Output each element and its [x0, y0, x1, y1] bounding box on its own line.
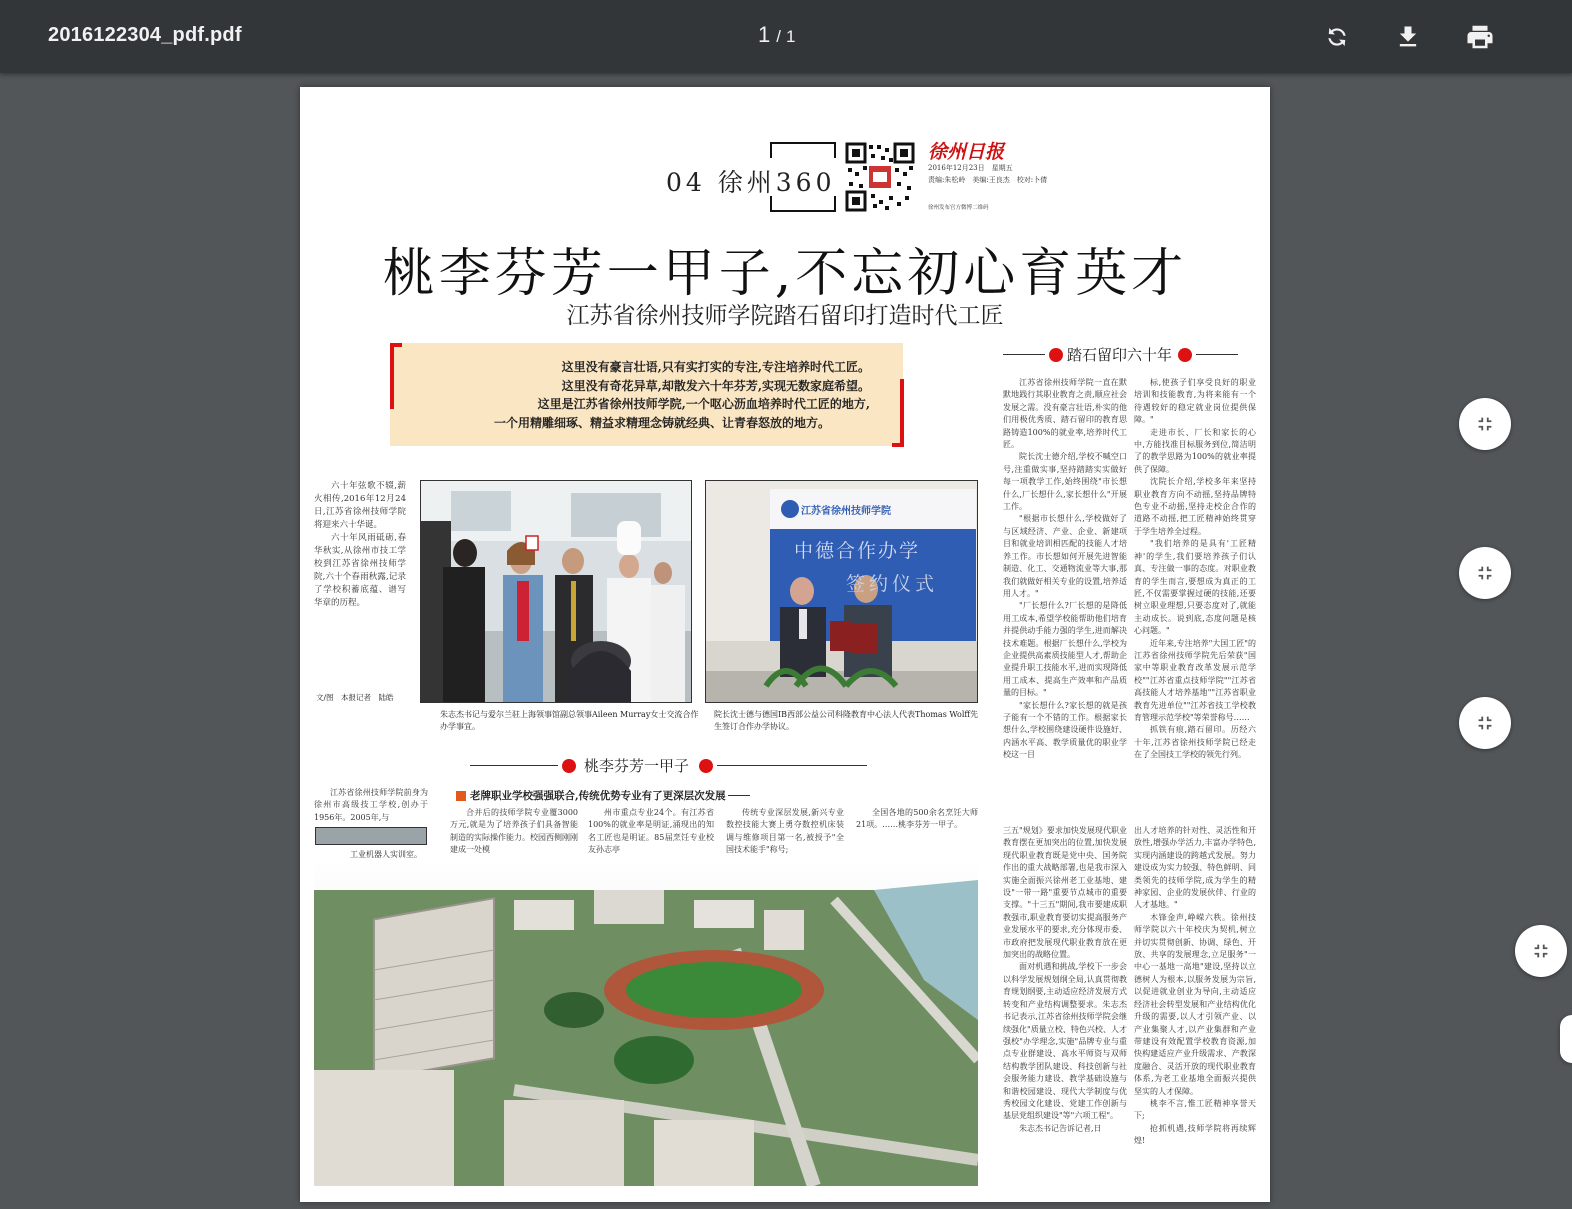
headline: 桃李芬芳一甲子,不忘初心育英才 — [382, 244, 1188, 304]
article-paragraph: "家长想什么?家长想的就是孩子能有一个不错的工作。根据家长想什么,学校围绕建设硬件设施好、内涵水平高、教学质量优的职业学校这一目 — [1003, 700, 1127, 760]
section-dot — [562, 759, 576, 773]
mid-left-text — [314, 787, 428, 827]
article-paragraph: 全国各地的500余名烹饪大师21项。……桃李芬芳一甲子。 — [856, 808, 978, 830]
collapse-icon — [1530, 940, 1552, 962]
article-paragraph: 出人才培养的针对性、灵活性和开放性,增强办学活力,丰富办学特色,实现内涵建设的跨越式发展。努力建设成为实力较强、特色鲜明、同类领先的技师学院,成为学生的精神家园、企业的发展伙伴、行业的人才基地。" — [1134, 826, 1256, 910]
section-label: 04 徐州360 — [666, 168, 836, 197]
article-column-a — [1003, 377, 1127, 817]
subhead-marker — [456, 791, 466, 801]
pdf-page[interactable] — [300, 87, 1270, 1202]
article-paragraph: 朱志杰书记告诉记者,日 — [1019, 1123, 1102, 1133]
intro-column — [314, 480, 406, 690]
section-header-right — [1003, 344, 1255, 365]
photo1-caption: 朱志杰书记与爱尔兰驻上海领事馆副总领事Aileen Murray女士交流合作办学事宜。 — [440, 710, 699, 731]
article-column-d — [1134, 825, 1256, 1190]
frame-corner — [834, 142, 836, 158]
fit-page-button[interactable] — [1515, 925, 1567, 977]
article-paragraph: "我们培养的是具有'工匠精神'的学生,我们要培养孩子们认真、专注做一事的态度。对职业教育的学生而言,要想成为真正的工匠,不仅需要掌握过硬的技能,还要树立职业理想,只要态度对了,就能主动成长。说到底,态度问题是核心问题。" — [1134, 539, 1256, 636]
quote-bracket-left-fg — [390, 343, 394, 409]
article-paragraph: 江苏省徐州技师学院前身为徐州市高级技工学校,创办于1956年。2005年,与 — [314, 788, 428, 822]
mid-column-2 — [588, 807, 714, 857]
article-paragraph: "厂长想什么?厂长想的是降低用工成本,希望学校能帮助他们培育并提供动手能力强的学生,进而解决技术难题。根据厂长想什么,学校为企业提供高素质技能型人才,帮助企业提升职工技能水平,进而实现降低用工成本、提高生产效率和产品质量的目标。" — [1003, 601, 1127, 698]
fit-page-button[interactable] — [1459, 398, 1511, 450]
mid-subhead-text: 老牌职业学校强强联合,传统优势专业有了更深层次发展 — [470, 790, 726, 802]
print-icon — [1465, 22, 1495, 52]
article-paragraph: 合并后的技师学院专业覆3000万元,就是为了培养孩子们具备智能制造的实际操作能力。校园西侧刚刚建成一处模 — [450, 808, 578, 855]
qr-caption: 徐州发布官方微博二维码 — [928, 205, 989, 211]
rotate-icon — [1324, 24, 1350, 50]
article-paragraph: "根据市长想什么,学校做好了与区域经济、产业、企业、新建项目和就业培训相匹配的技能人才培养工作。市长想如何开展先进智能制造、化工、交通物流业等大事,那我们就做好相关专业的设置,培养适用人才。" — [1003, 514, 1127, 598]
photo2-screen-title: 中德合作办学 — [794, 540, 921, 562]
total-pages: 1 — [785, 27, 796, 46]
fit-page-button[interactable] — [1459, 697, 1511, 749]
photo-campus-aerial — [314, 860, 978, 1186]
intro-paragraph: 六十年风雨砥砺,春华秋实,从徐州市技工学校到江苏省徐州技师学院,六十个春雨秋露,记录了学校积蓄底蕴、谱写华章的历程。 — [314, 533, 406, 608]
current-page-number[interactable]: 1 — [758, 22, 771, 47]
pdf-toolbar — [0, 0, 1572, 73]
date-line: 2016年12月23日 星期五 — [928, 164, 1013, 172]
section-header-mid — [470, 755, 880, 776]
section-rule — [1003, 354, 1045, 355]
section-dot — [699, 759, 713, 773]
section-rule — [470, 765, 558, 766]
subheadline: 江苏省徐州技师学院踏石留印打造时代工匠 — [566, 303, 1004, 329]
section-dot — [1049, 348, 1063, 362]
article-paragraph: 院长沈士德介绍,学校不喊空口号,注重做实事,坚持踏踏实实做好每一项教学工作,始终围绕"市长想什么,厂长想什么,家长想什么"开展工作。 — [1003, 452, 1127, 512]
photo-kitchen-visit — [420, 480, 692, 703]
photo2-banner-text: 江苏省徐州技师学院 — [801, 506, 891, 517]
section-dot — [1178, 348, 1192, 362]
download-button[interactable] — [1391, 20, 1425, 54]
article-paragraph: 近年来,专注培养"大国工匠"的江苏省徐州技师学院先后荣获"国家中等职业教育改革发展示范学校""江苏省重点技师学院""江苏省高技能人才培养基地""江苏省职业教育先进单位""江苏省技工学校教育管理示范学校"等荣誉称号…… — [1134, 638, 1256, 722]
quote-text — [400, 358, 895, 432]
quote-line: 这里是江苏省徐州技师学院,一个呕心沥血培养时代工匠的地方, — [537, 397, 870, 411]
article-paragraph: 面对机遇和挑战,学校下一步会以科学发展规划纲全局,认真贯彻教育规划纲要,主动适应经济发展方式转变和产业结构调整要求。朱志杰书记表示,江苏省徐州技师学院会继续强化"质量立校、特色兴校、人才强校"办学理念,实施"品牌专业与重点专业群建设、高水平师资与双师结构教学团队建设、科技创新与社会服务能力建设、教学基础设施与和谐校园建设、现代大学制度与优秀校园文化建设、党建工作创新与基层党组织建设"等"六项工程"。 — [1003, 962, 1127, 1121]
quote-bracket-top-fg — [390, 343, 402, 347]
collapse-icon — [1474, 712, 1496, 734]
masthead-logo: 徐州日报 — [928, 141, 1005, 163]
mid-column-3 — [726, 807, 844, 857]
section-rule — [1196, 354, 1238, 355]
subhead-rule — [728, 795, 750, 796]
article-column-c — [1003, 825, 1127, 1190]
collapse-icon — [1474, 562, 1496, 584]
article-paragraph: 传统专业深层发展,新兴专业数控技能大赛上勇夺数控机床装调与维修项目第一名,被授予"全国技术能手"称号; — [726, 808, 844, 855]
download-icon — [1394, 23, 1422, 51]
article-paragraph: 标,使孩子们享受良好的职业培训和技能教育,为将来能有一个待遇较好的稳定就业岗位提供保障。" — [1134, 378, 1256, 425]
page-indicator — [758, 22, 795, 48]
side-panel-handle[interactable] — [1560, 1015, 1572, 1063]
article-paragraph: 抢抓机遇,技师学院将再续辉煌! — [1134, 1123, 1256, 1146]
article-paragraph: 走进市长、厂长和家长的心中,方能找准目标服务到位,简洁明了的教学思路为100%的就业率提供了保障。 — [1134, 427, 1256, 474]
print-button[interactable] — [1463, 20, 1497, 54]
fit-page-button[interactable] — [1459, 547, 1511, 599]
section-title-mid: 桃李芬芳一甲子 — [584, 757, 690, 775]
collapse-icon — [1474, 413, 1496, 435]
mid-column-4 — [856, 807, 978, 857]
quote-line: 这里没有奇花异草,却散发六十年芬芳,实现无数家庭希望。 — [561, 378, 870, 393]
section-rule — [717, 765, 867, 766]
mid-column-1 — [450, 807, 578, 857]
photo2-caption: 院长沈士德与德国IB西部公益公司科隆教育中心法人代表Thomas Wolff先生签订合作办学协议。 — [714, 710, 979, 731]
photo-robot-lab — [315, 827, 427, 845]
quote-bracket-bottom-fg — [892, 443, 904, 447]
article-paragraph: 木锋金声,峥嵘六秩。徐州技师学院以六十年校庆为契机,树立并切实贯彻创新、协调、绿色、开放、共享的发展理念,立足服务"一中心一基地一高地"建设,坚持以立德树人为根本,以服务发展为宗旨,以促进就业创业为导向,主动适应经济社会转型发展和产业结构优化升级的需要,以人才引领产业、以产业集聚人才,以产业集群和产业带建设有效配置学校教育资源,加快构建适应产业升级需求、产教深度融合、灵活开放的现代职业教育体系,为老工业基地全面振兴提供坚实的人才保障。 — [1134, 912, 1256, 1096]
photo2-screen-sub: 签约仪式 — [846, 573, 939, 595]
editors-line: 责编:朱松岭 美编:王良杰 校对:卜倩 — [928, 176, 1048, 184]
mid-subhead — [456, 788, 750, 803]
article-paragraph: 三五"规划》要求加快发展现代职业教育摆在更加突出的位置,加快发展现代职业教育既是党中央、国务院作出的重大战略部署,也是我市深入实施全面振兴徐州老工业基地、建设"一带一路"重要节点城市的重要支撑。"十三五"期间,我市要建成职教强市,职业教育要切实提高服务产业发展水平的要求,充分体现市委、市政府把发展现代职业教育放在更加突出的战略位置。 — [1003, 826, 1127, 960]
article-paragraph: 沈院长介绍,学校多年来坚持职业教育方向不动摇,坚持品牌特色专业不动摇,坚持走校企合作的道路不动摇,把工匠精神始终贯穿于学生培养全过程。 — [1134, 477, 1256, 536]
small-photo-caption: 工业机器人实训室。 — [350, 850, 422, 859]
photo-signing-ceremony — [705, 480, 978, 703]
frame-corner — [770, 142, 772, 158]
quote-line: 一个用精雕细琢、精益求精理念铸就经典、让青春怒放的地方。 — [493, 415, 830, 430]
article-paragraph: 江苏省徐州技师学院一直在默默地践行其职业教育之责,顺应社会发展之需。没有豪言壮语,朴实的他们用极优秀质、踏石留印的教育思路铸造100%的就业率,培养时代工匠。 — [1003, 378, 1127, 450]
quote-bracket-right-fg — [900, 379, 904, 445]
quote-line: 这里没有豪言壮语,只有实打实的专注,专注培养时代工匠。 — [561, 360, 870, 374]
document-title: 2016122304_pdf.pdf — [48, 24, 242, 46]
article-paragraph: 桃李不言,惟工匠精神享誉天下; — [1134, 1098, 1256, 1121]
intro-paragraph: 六十年弦歌不辍,薪火相传,2016年12月24日,江苏省徐州技师学院将迎来六十华诞。 — [314, 481, 406, 530]
page-separator: / — [776, 27, 781, 46]
section-title-right: 踏石留印六十年 — [1067, 346, 1173, 364]
qr-code — [845, 142, 915, 212]
byline: 文/图 本报记者 陆皓 — [316, 693, 394, 702]
article-paragraph: 抓铁有痕,踏石留印。历经六十年,江苏省徐州技师学院已经走在了全国技工学校的领先行列。 — [1134, 725, 1256, 760]
rotate-button[interactable] — [1320, 20, 1354, 54]
article-paragraph: 州市重点专业24个。有江苏省100%的就业率是明证,涌现出的知名工匠也是明证。85届烹饪专业校友孙志亭 — [588, 808, 714, 855]
article-column-b — [1134, 377, 1256, 817]
